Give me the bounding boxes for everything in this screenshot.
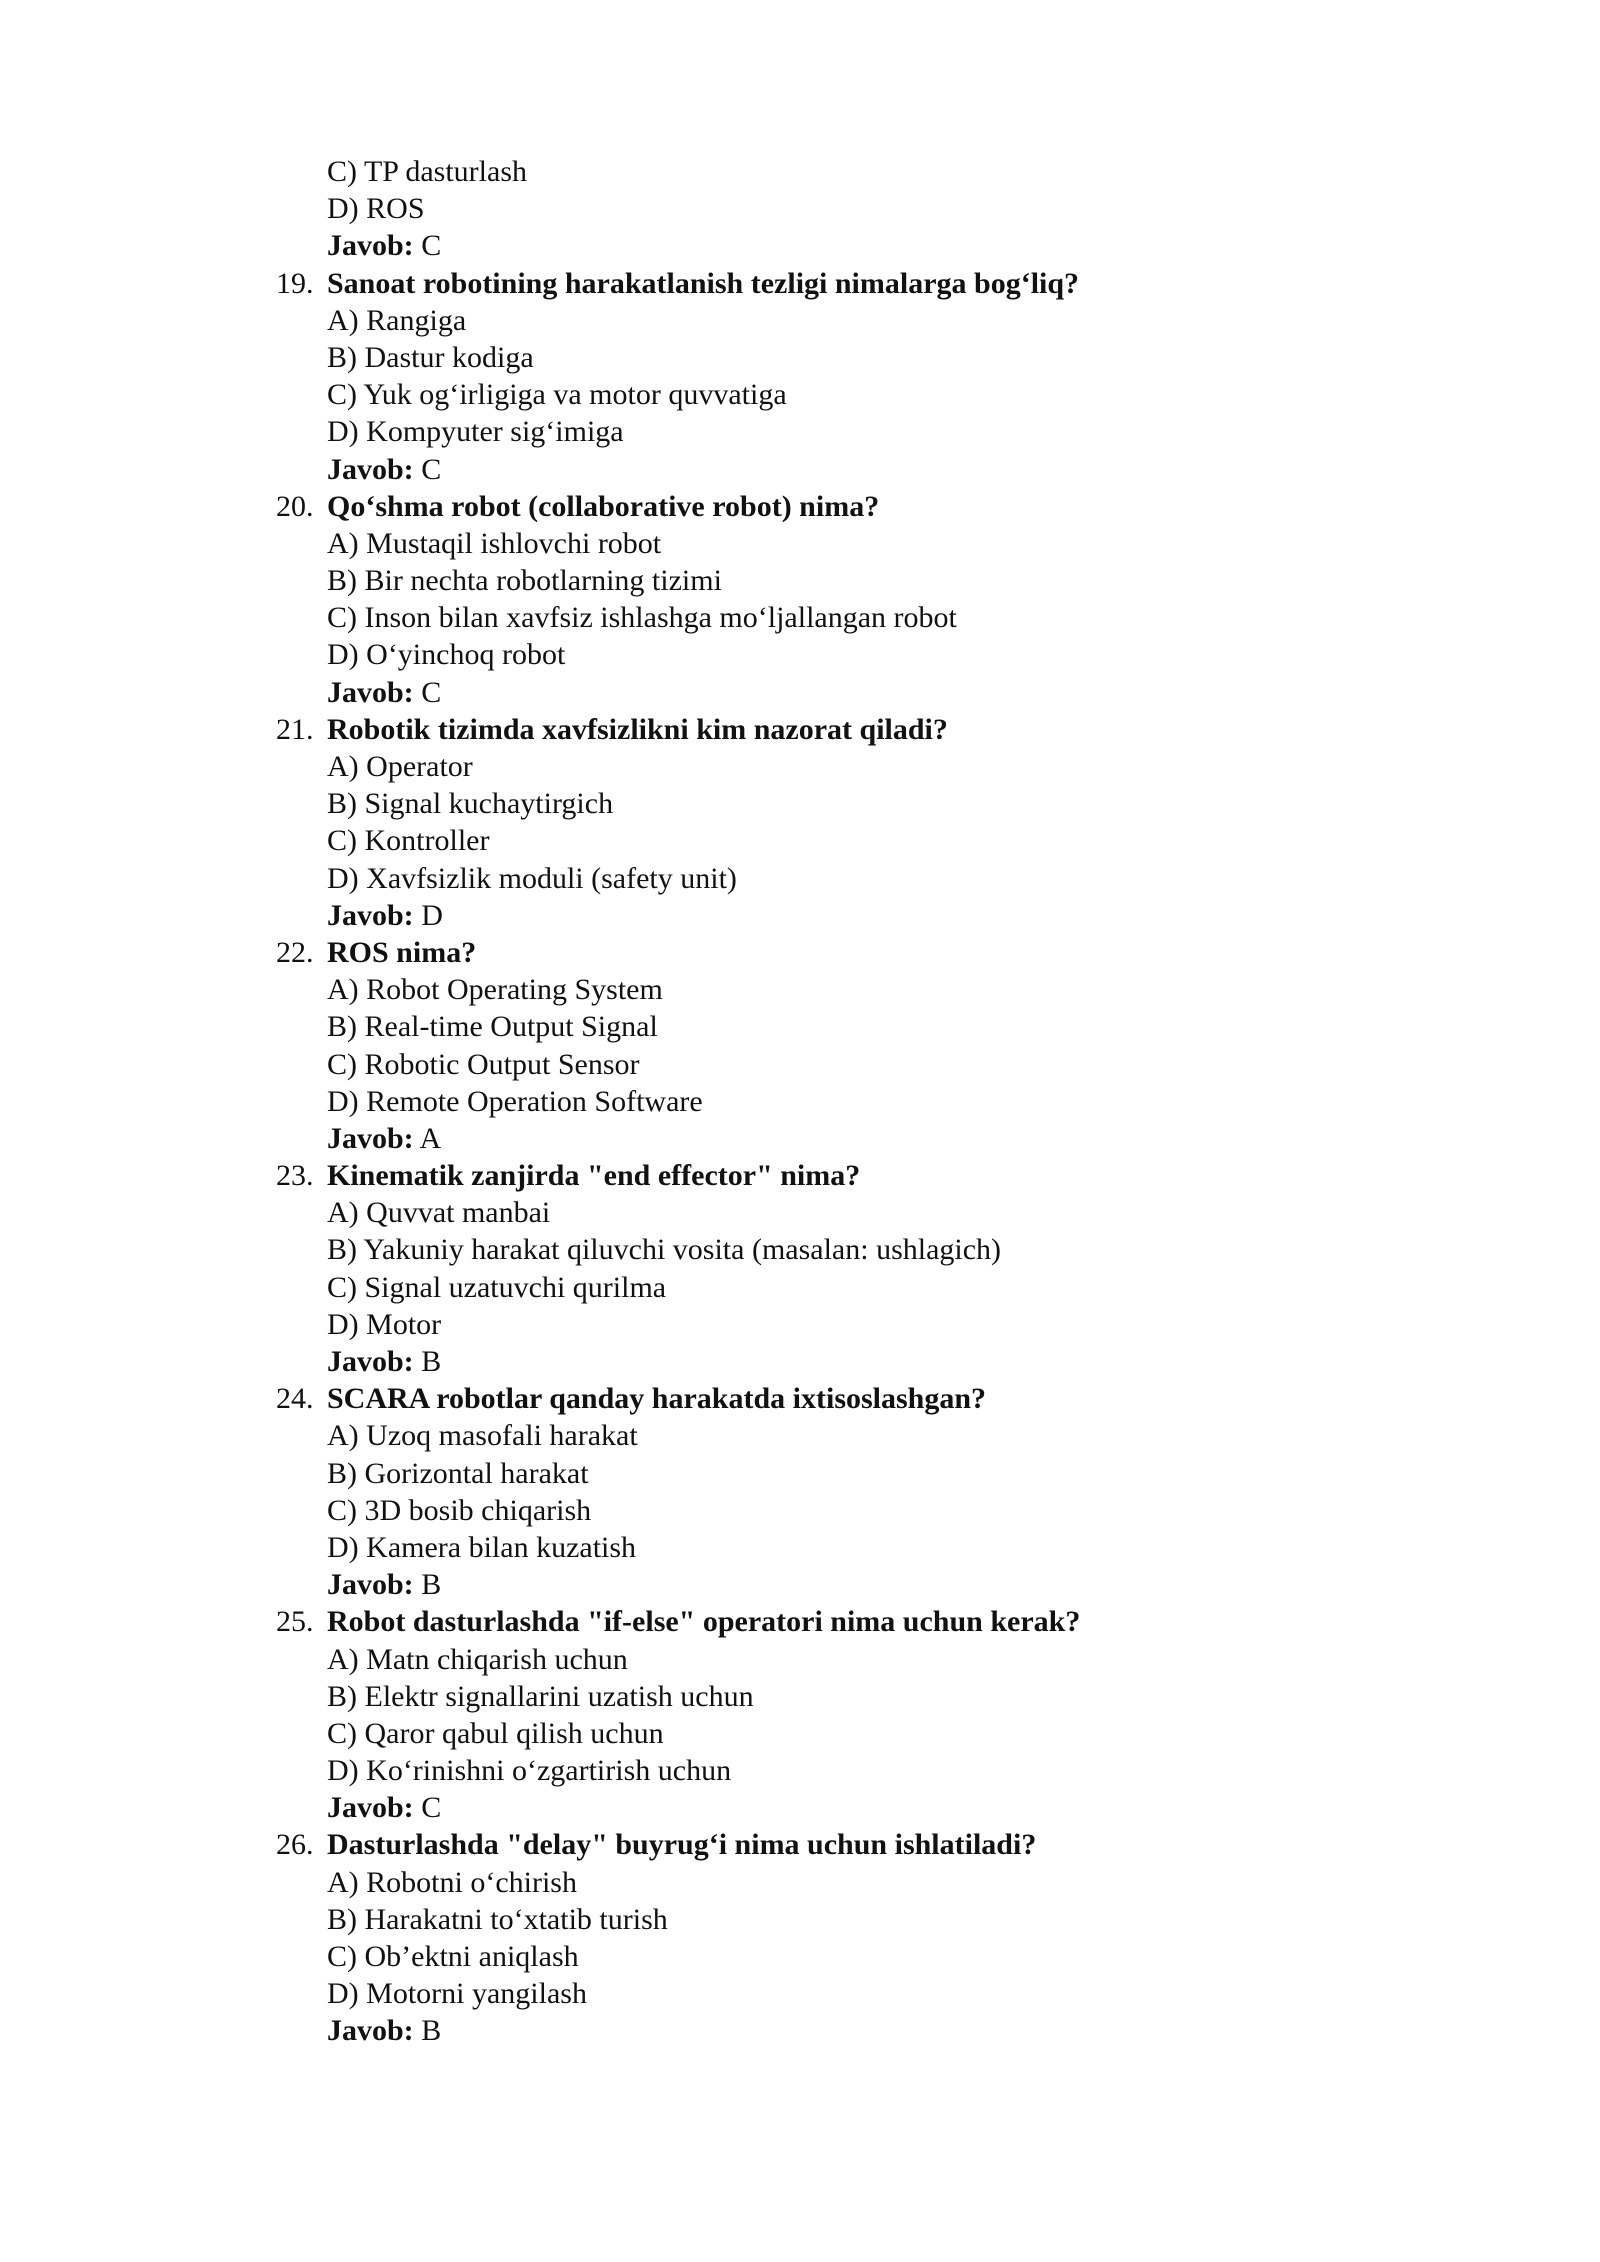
answer: Javob: B — [327, 1568, 442, 1602]
document-page — [0, 153, 1600, 2050]
answer: Javob: C — [327, 675, 442, 709]
question-23: 23. Kinematik zanjirda "end effector" nima? — [276, 1159, 861, 1193]
option: B) Harakatni to‘xtatib turish — [327, 1902, 668, 1936]
question-20: 20. Qo‘shma robot (collaborative robot) nima? — [276, 489, 880, 523]
option: D) Xavfsizlik moduli (safety unit) — [327, 861, 737, 895]
carryover-answer: Javob: C — [327, 229, 442, 263]
question-22: 22. ROS nima? — [276, 935, 477, 969]
answer: Javob: C — [327, 1791, 442, 1825]
answer: Javob: B — [327, 2014, 442, 2048]
question-25: 25. Robot dasturlashda "if-else" operatori nima uchun kerak? — [276, 1605, 1081, 1639]
question-19: 19. Sanoat robotining harakatlanish tezligi nimalarga bog‘liq? — [276, 266, 1080, 300]
option: D) Ko‘rinishni o‘zgartirish uchun — [327, 1754, 732, 1788]
option: B) Dastur kodiga — [327, 340, 534, 374]
option: B) Signal kuchaytirgich — [327, 787, 614, 821]
option: A) Mustaqil ishlovchi robot — [327, 526, 662, 560]
question-26: 26. Dasturlashda "delay" buyrug‘i nima uchun ishlatiladi? — [276, 1828, 1037, 1862]
option: C) Kontroller — [327, 824, 490, 858]
option: C) Inson bilan xavfsiz ishlashga mo‘ljallangan robot — [327, 601, 957, 635]
option: B) Real-time Output Signal — [327, 1010, 658, 1044]
option: D) Remote Operation Software — [327, 1084, 703, 1118]
carryover-option: C) TP dasturlash — [327, 155, 527, 188]
option: B) Gorizontal harakat — [327, 1456, 589, 1490]
option: C) 3D bosib chiqarish — [327, 1493, 592, 1527]
question-24: 24. SCARA robotlar qanday harakatda ixtisoslashgan? — [276, 1382, 987, 1416]
answer: Javob: A — [327, 1121, 442, 1155]
option: A) Matn chiqarish uchun — [327, 1642, 628, 1676]
option: C) Yuk og‘irligiga va motor quvvatiga — [327, 378, 787, 412]
option: A) Uzoq masofali harakat — [327, 1419, 638, 1453]
option: C) Qaror qabul qilish uchun — [327, 1716, 664, 1750]
option: D) Kompyuter sig‘imiga — [327, 415, 624, 449]
answer: Javob: C — [327, 452, 442, 486]
option: A) Robotni o‘chirish — [327, 1865, 577, 1899]
option: D) O‘yinchoq robot — [327, 638, 566, 672]
option: B) Elektr signallarini uzatish uchun — [327, 1679, 754, 1713]
option: A) Quvvat manbai — [327, 1196, 551, 1230]
answer: Javob: D — [327, 898, 443, 932]
option: A) Robot Operating System — [327, 973, 663, 1007]
option: B) Bir nechta robotlarning tizimi — [327, 564, 722, 598]
option: D) Motor — [327, 1307, 442, 1341]
option: A) Rangiga — [327, 303, 467, 337]
carryover-option: D) ROS — [327, 192, 425, 226]
option: C) Robotic Output Sensor — [327, 1047, 640, 1081]
option: C) Signal uzatuvchi qurilma — [327, 1270, 667, 1304]
option: D) Kamera bilan kuzatish — [327, 1530, 637, 1564]
option: A) Operator — [327, 750, 473, 783]
option: C) Ob’ektni aniqlash — [327, 1940, 579, 1973]
answer: Javob: B — [327, 1345, 442, 1378]
question-21: 21. Robotik tizimda xavfsizlikni kim nazorat qiladi? — [276, 712, 948, 746]
option: B) Yakuniy harakat qiluvchi vosita (masalan: ushlagich) — [327, 1233, 1002, 1267]
option: D) Motorni yangilash — [327, 1977, 587, 2011]
